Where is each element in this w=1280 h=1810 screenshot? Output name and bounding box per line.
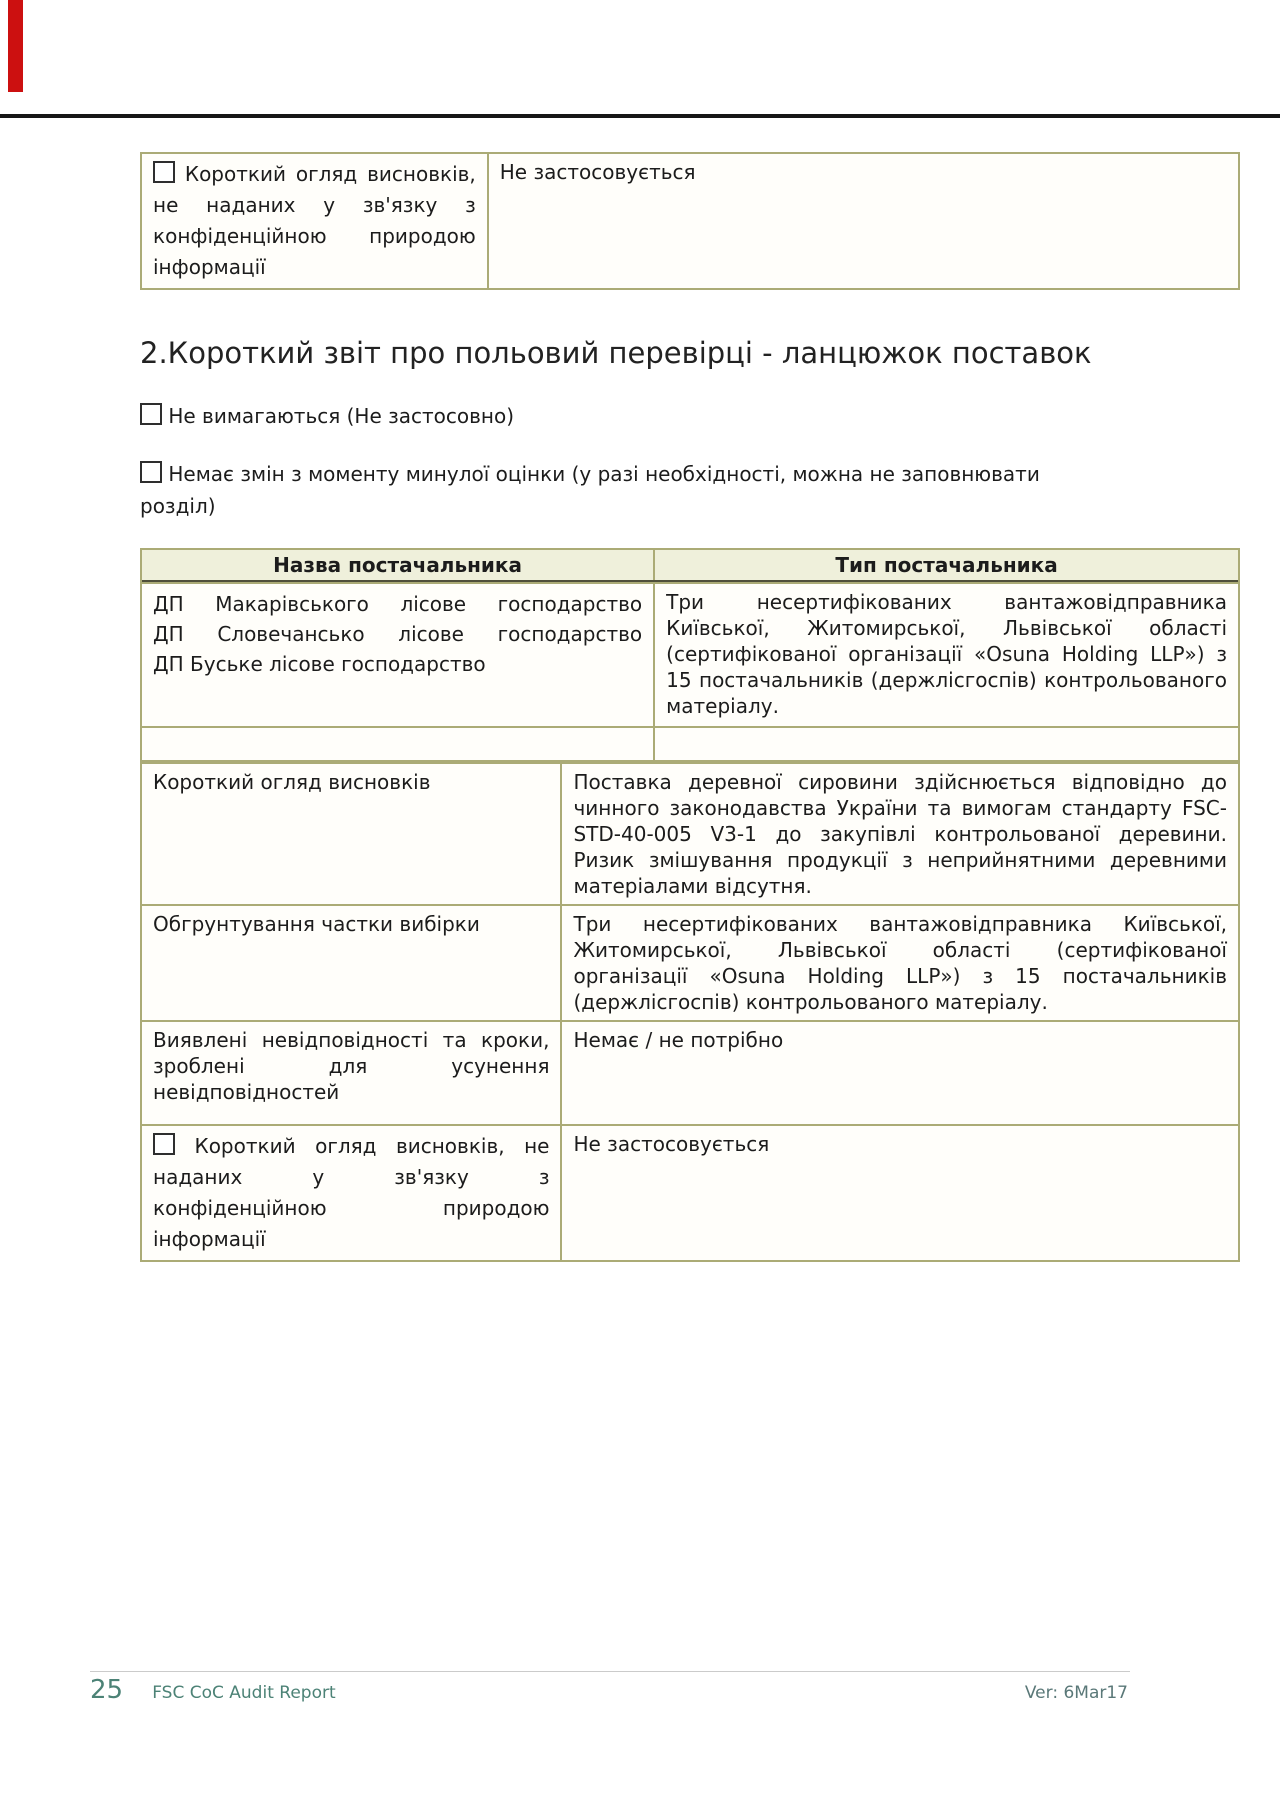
suppliers-table <box>140 548 1240 762</box>
not-required-option <box>140 403 1245 428</box>
checkbox-icon[interactable] <box>140 461 162 483</box>
text-line: ДП Словечансько лісове господарство <box>153 622 643 646</box>
confidential-summary-value-cell <box>489 154 1238 288</box>
table-row <box>142 154 1238 288</box>
field-verification-summary-table <box>140 762 1240 1262</box>
empty-cell <box>142 728 655 760</box>
no-changes-label: Немає змін з моменту минулої оцінки (у разі необхідності, можна не заповнювати <box>168 462 1040 486</box>
checkbox-icon[interactable] <box>153 161 175 183</box>
text-line: конфіденційною природою <box>153 1196 550 1220</box>
summary-value-cell: Поставка деревної сировини здійснюється відповідно до чинного законодавства України та вимогам стандарту FSC-STD-40-005 V3-1 до закупівлі контрольованої деревини. Ризик змішування продукції з неприйнятними деревними матеріалами відсутня. <box>573 770 1227 898</box>
not-applicable-text: Не застосовується <box>499 160 696 184</box>
confidential-summary-label-lines-2 <box>153 1162 549 1255</box>
empty-table-row <box>142 726 1238 760</box>
text-line: ДП Макарівського лісове господарство <box>153 592 643 616</box>
checkbox-line <box>153 159 476 190</box>
supplier-type-cell: Три несертифікованих вантажовідправника Київської, Житомирської, Львівської області (сертифікованої організації «Osuna Holding LLP») з 15 постачальників (держлісгоспів) контрольованого матеріалу. <box>666 590 1227 718</box>
no-changes-line <box>140 458 1245 490</box>
confidential-summary-label: Короткий огляд висновків, <box>184 162 476 186</box>
confidential-summary-label-cell-2 <box>142 1126 562 1260</box>
confidential-summary-label-2: Короткий огляд висновків, не <box>194 1134 550 1158</box>
suppliers-table-header-row <box>142 550 1238 582</box>
footer-divider-line <box>90 1671 1130 1672</box>
text-line: невідповідностей <box>153 1080 340 1104</box>
checkbox-line <box>153 1131 549 1162</box>
table-row <box>142 764 1238 904</box>
footer-left-group <box>90 1675 336 1705</box>
sampling-justification-value-cell: Три несертифікованих вантажовідправника Київської, Житомирської, Львівської області (сертифікованої організації «Osuna Holding LLP») з 15 постачальників (держлісгоспів) контрольованого матеріалу. <box>573 912 1227 1014</box>
text-line: інформації <box>153 1227 266 1251</box>
text-line: інформації <box>153 255 266 279</box>
report-title: FSC CoC Audit Report <box>152 1683 336 1703</box>
no-changes-line: розділ) <box>140 494 216 518</box>
section-heading: 2.Короткий звіт про польовий перевірці - ланцюжок поставок <box>140 336 1092 370</box>
confidential-summary-value-cell-2: Не застосовується <box>573 1132 770 1156</box>
table-row <box>142 1124 1238 1260</box>
confidential-summary-label-lines <box>153 190 476 283</box>
confidential-summary-table <box>140 152 1240 290</box>
nonconformities-label-cell <box>142 1022 562 1124</box>
sampling-justification-label-cell: Обгрунтування частки вибірки <box>142 906 562 1020</box>
text-line: конфіденційною природою <box>153 224 476 248</box>
version-label: Ver: 6Mar17 <box>1024 1683 1128 1703</box>
supplier-type-header: Тип постачальника <box>835 553 1058 577</box>
summary-label-cell: Короткий огляд висновків <box>142 764 562 904</box>
checkbox-icon[interactable] <box>140 403 162 425</box>
text-line: зроблені для усунення <box>153 1054 550 1078</box>
confidential-summary-label-cell <box>142 154 489 288</box>
text-line: Виявлені невідповідності та кроки, <box>153 1028 550 1052</box>
red-margin-marker <box>8 0 23 92</box>
empty-cell <box>655 728 1238 760</box>
top-divider-line <box>0 114 1280 118</box>
suppliers-table-row <box>142 582 1238 726</box>
nonconformities-value-cell: Немає / не потрібно <box>573 1028 784 1052</box>
page-footer <box>90 1675 1128 1705</box>
supplier-names-cell <box>142 584 655 726</box>
supplier-name-header: Назва постачальника <box>142 550 655 580</box>
checkbox-icon[interactable] <box>153 1133 175 1155</box>
table-row <box>142 904 1238 1020</box>
text-line: не наданих у зв'язку з <box>153 193 476 217</box>
not-required-label: Не вимагаються (Не застосовно) <box>168 404 515 428</box>
table-row <box>142 1020 1238 1124</box>
no-changes-option <box>140 458 1245 522</box>
text-line: наданих у зв'язку з <box>153 1165 550 1189</box>
text-line: ДП Буське лісове господарство <box>153 652 486 676</box>
page-number: 25 <box>90 1675 124 1705</box>
